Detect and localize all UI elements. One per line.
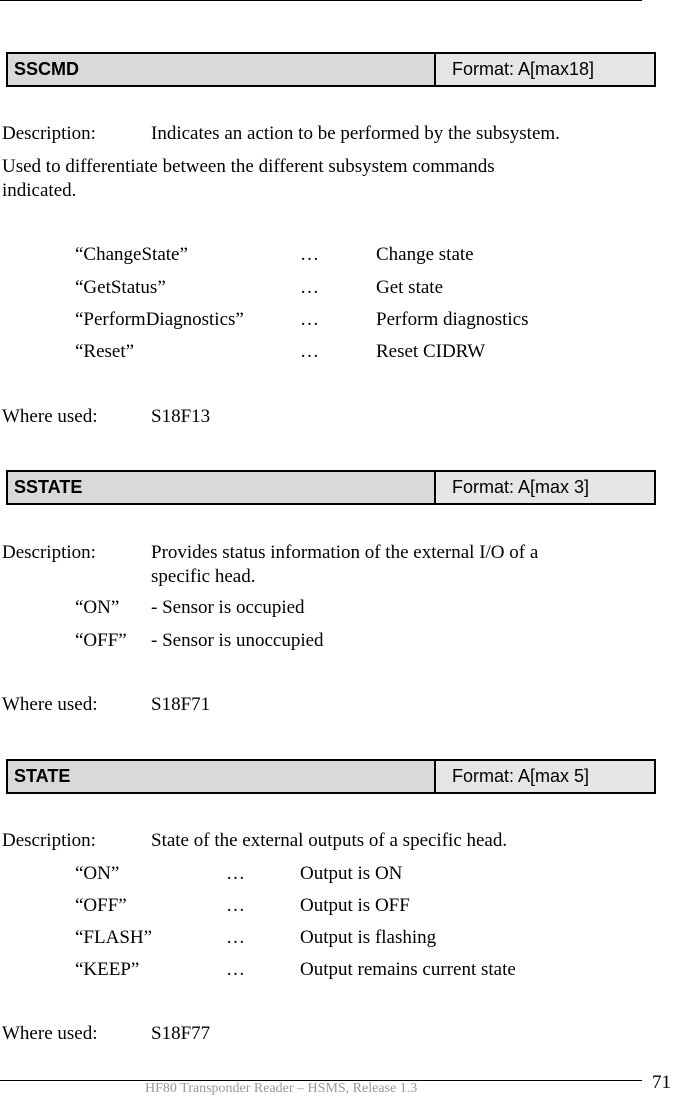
- item-name: STATE: [8, 761, 436, 792]
- value-code: “OFF”: [75, 630, 127, 651]
- value-meaning: Change state: [376, 244, 474, 265]
- value-meaning: Reset CIDRW: [376, 341, 486, 362]
- description-label: Description:: [2, 830, 96, 851]
- where-used-label: Where used:: [2, 406, 98, 427]
- description-label: Description:: [2, 542, 96, 563]
- value-separator: …: [226, 895, 245, 916]
- value-code: “ON”: [75, 597, 120, 618]
- description-text: Indicates an action to be performed by the subsystem.: [151, 123, 560, 144]
- where-used-value: S18F77: [151, 1023, 211, 1044]
- where-used-label: Where used:: [2, 1023, 98, 1044]
- value-code: “ChangeState”: [75, 244, 188, 265]
- value-code: “Reset”: [75, 341, 135, 362]
- value-meaning: Output is ON: [300, 863, 403, 884]
- item-name: SSCMD: [8, 54, 436, 85]
- value-code: “PerformDiagnostics”: [75, 309, 244, 330]
- item-format: Format: A[max18]: [436, 54, 654, 85]
- value-separator: …: [300, 341, 319, 362]
- footer-title: HF80 Transponder Reader – HSMS, Release 1.3: [145, 1081, 418, 1096]
- value-code: “KEEP”: [75, 959, 140, 980]
- description-text: Provides status information of the external I/O of a: [151, 542, 539, 563]
- value-separator: …: [226, 863, 245, 884]
- description-label: Description:: [2, 123, 96, 144]
- value-separator: …: [300, 244, 319, 265]
- item-format: Format: A[max 5]: [436, 761, 654, 792]
- value-meaning: Output is OFF: [300, 895, 410, 916]
- value-code: “OFF”: [75, 895, 127, 916]
- top-rule: [0, 0, 642, 1]
- note-text: Used to differentiate between the different subsystem commands: [2, 156, 495, 177]
- page-number: 71: [652, 1072, 671, 1093]
- value-meaning: Get state: [376, 277, 444, 298]
- description-text: specific head.: [151, 566, 256, 587]
- where-used-value: S18F13: [151, 406, 211, 427]
- item-format: Format: A[max 3]: [436, 472, 654, 503]
- value-separator: …: [226, 927, 245, 948]
- value-separator: …: [300, 277, 319, 298]
- where-used-value: S18F71: [151, 694, 211, 715]
- value-code: “ON”: [75, 863, 120, 884]
- value-meaning: Output remains current state: [300, 959, 516, 980]
- item-name: SSTATE: [8, 472, 436, 503]
- sstate-header: [6, 470, 656, 505]
- value-meaning: Perform diagnostics: [376, 309, 529, 330]
- sscmd-header: [6, 52, 656, 87]
- note-text: indicated.: [2, 180, 77, 201]
- value-code: “FLASH”: [75, 927, 153, 948]
- value-separator: …: [300, 309, 319, 330]
- value-meaning: Output is flashing: [300, 927, 437, 948]
- description-text: State of the external outputs of a specific head.: [151, 830, 508, 851]
- where-used-label: Where used:: [2, 694, 98, 715]
- value-code: “GetStatus”: [75, 277, 166, 298]
- value-separator: …: [226, 959, 245, 980]
- state-header: [6, 759, 656, 794]
- value-meaning: - Sensor is occupied: [151, 597, 305, 618]
- value-meaning: - Sensor is unoccupied: [151, 630, 324, 651]
